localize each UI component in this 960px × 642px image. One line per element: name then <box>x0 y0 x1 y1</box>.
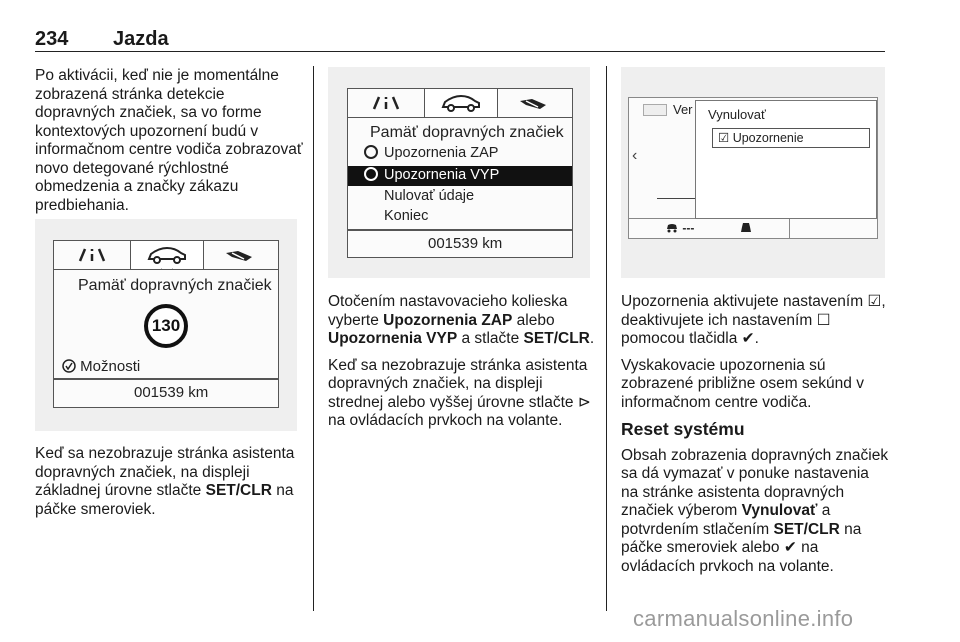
display-divider <box>54 378 278 380</box>
display-divider <box>348 229 572 231</box>
tab-lane-assist <box>348 89 424 117</box>
lane-assist-icon <box>348 89 424 117</box>
reset-panel-title: Vynulovať <box>708 107 766 122</box>
content-line <box>657 198 695 199</box>
figure-reset-menu <box>621 67 885 278</box>
radio-icon <box>364 145 378 159</box>
page-header <box>35 28 885 52</box>
paragraph-activate-warnings: Upozornenia aktivujete nastavením ☑, deaktivujete ich nastavením ☐ pomocou tlačidla ✔. <box>621 293 886 347</box>
header-rule <box>35 51 885 52</box>
paragraph-basic-level: Keď sa nezobrazuje stránka asistenta dopravných značiek, na displeji základnej úrovne stlačte SET/CLR na páčke smeroviek. <box>35 445 295 518</box>
column-1-lower <box>35 445 303 527</box>
display-heading: Pamäť dopravných značiek <box>370 124 564 141</box>
watermark: carmanualsonline.info <box>633 606 854 631</box>
tab-lane-assist <box>54 241 130 269</box>
radio-icon <box>364 167 378 181</box>
tab-sign <box>202 241 278 269</box>
paragraph-select-warnings: Otočením nastavovacieho kolieska vyberte Upozornenia ZAP alebo Upozornenia VYP a stlačte SET/CLR. <box>328 293 595 347</box>
bottom-status <box>665 220 694 235</box>
tab-car <box>424 89 498 117</box>
column-separator-2 <box>606 66 607 611</box>
steering-control-symbol: ⊳ <box>577 393 591 411</box>
odometer: 001539 km <box>428 235 503 252</box>
column-2 <box>328 293 600 439</box>
display-heading: Pamäť dopravných značiek <box>78 277 272 294</box>
page-number: 234 <box>35 28 69 50</box>
display-tab-bar <box>348 89 572 118</box>
options-label: Možnosti <box>80 358 141 375</box>
dic-display-menu <box>347 88 573 258</box>
section-title-system-reset: Reset systému <box>621 419 745 439</box>
sign-icon <box>496 89 572 117</box>
tab-car <box>130 241 204 269</box>
figure-warnings-menu <box>328 67 590 278</box>
back-tab-icon <box>643 104 667 116</box>
set-clr-label: SET/CLR <box>205 482 272 499</box>
odometer: 001539 km <box>134 384 209 401</box>
bottom-bar-separator <box>789 218 790 238</box>
menu-item-exit: Koniec <box>384 208 429 224</box>
checkbox-icon: ☑ <box>718 131 730 145</box>
speed-limit-sign: 130 <box>144 304 188 348</box>
intro-paragraph: Po aktivácii, keď nie je momentálne zobrazená stránka detekcie dopravných značiek, sa vo forme kontextových upozornení budú v informačnom centre vodiča zobrazovať novo detegované rýchlostné obmedzenia a značky zákazu predbiehania. <box>35 67 303 214</box>
check-symbol: ✔ <box>783 539 797 556</box>
checkbox-warnings-row: ☑ Upozornenie <box>712 128 870 148</box>
column-separator-1 <box>313 66 314 611</box>
sign-icon <box>202 241 278 269</box>
menu-item-reset-data: Nulovať údaje <box>384 188 475 204</box>
bottom-dashes: --- <box>682 221 695 235</box>
car-sensor-icon <box>665 220 679 234</box>
car-icon <box>425 89 497 117</box>
back-tab-label: Ver <box>673 102 693 117</box>
center-display <box>628 97 878 239</box>
display-tab-bar <box>54 241 278 270</box>
figure-traffic-sign-page <box>35 219 297 431</box>
page-title: Jazda <box>113 28 169 50</box>
car-icon <box>131 241 203 269</box>
column-3 <box>621 293 889 584</box>
check-circle-icon <box>62 359 76 373</box>
chevron-left-icon: ‹ <box>632 147 638 164</box>
tab-sign <box>496 89 572 117</box>
paragraph-popup-duration: Vyskakovacie upozornenia sú zobrazené približne osem sekúnd v informačnom centre vodiča. <box>621 356 864 411</box>
reset-panel <box>695 100 877 219</box>
lane-assist-icon <box>54 241 130 269</box>
options-row <box>62 358 140 375</box>
car-front-icon <box>739 220 753 239</box>
paragraph-reset-instructions: Obsah zobrazenia dopravných značiek sa dá vymazať v ponuke nastavenia na stránke asistenta dopravných značiek výberom Vynulovať a potvrdením stlačením SET/CLR na páčke smeroviek alebo ✔ na ovládacích prvkoch na volante. <box>621 446 889 575</box>
dic-display <box>53 240 279 408</box>
paragraph-mid-level: Keď sa nezobrazuje stránka asistenta dopravných značiek, na displeji strednej alebo vyššej úrovne stlačte ⊳ na ovládacích prvkoch na volante. <box>328 356 591 429</box>
column-1 <box>35 67 303 223</box>
menu-item-warnings-off-selected: Upozornenia VYP <box>348 166 572 186</box>
menu-item-warnings-on: Upozornenia ZAP <box>364 145 498 161</box>
